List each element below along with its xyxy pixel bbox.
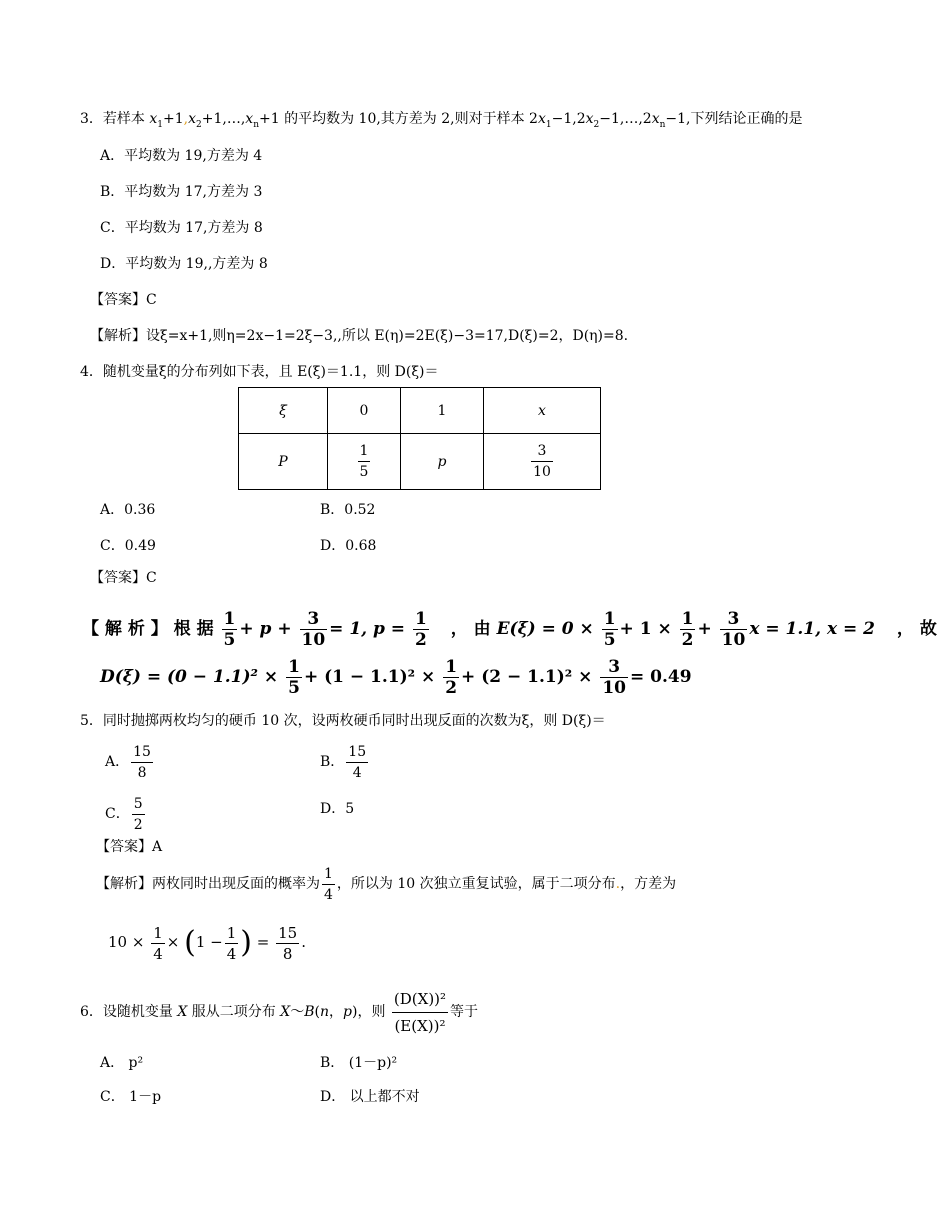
q4-answer: 【答案】C [90, 570, 157, 586]
q6-stem: 6．设随机变量 X 服从二项分布 X～B(n，p)，则 $\frac{\text{(D(X))²}}{\text{(E(X))²}}$ 等于 [80, 982, 478, 1042]
q6-option-b: B． (1－p)² [320, 1055, 398, 1071]
q4-option-c: C．0.49 [100, 538, 156, 554]
table-header-x: x [484, 388, 601, 434]
table-header-1: 1 [401, 388, 484, 434]
table-cell-p: p [401, 434, 484, 490]
table-label-p: P [239, 434, 328, 490]
q5-option-c: C． $\frac{5}{2}$ [105, 795, 143, 833]
q5-option-a: A． $\frac{15}{8}$ [105, 743, 151, 781]
q4-option-d: D．0.68 [320, 538, 377, 554]
q5-option-b: B． $\frac{15}{4}$ [320, 743, 367, 781]
q3-option-a: A．平均数为 19,方差为 4 [100, 148, 263, 164]
q5-analysis: 【解析】两枚同时出现反面的概率为 $\frac{1}{4}$ ，所以为 10 次独立重复试验，属于二项分布.，方差为 [96, 865, 677, 903]
q4-stem: 4．随机变量ξ的分布列如下表，且 E(ξ)＝1.1，则 D(ξ)＝ [80, 364, 439, 380]
q4-analysis-line2: D(ξ) = (0 − 1.1)² × $\frac{1}{5}$ + (1 − 1.1)² × $\frac{1}{2}$ + (2 − 1.1)² × $\frac{3}{10}$ = 0.49 [100, 657, 692, 698]
q3-analysis: 【解析】设ξ=x+1,则η=2x−1=2ξ−3,,所以 E(η)=2E(ξ)−3=17,D(ξ)=2，D(η)=8. [90, 328, 629, 344]
q3-option-b: B．平均数为 17,方差为 3 [100, 184, 263, 200]
distribution-table [238, 387, 601, 490]
q4-option-b: B．0.52 [320, 502, 376, 518]
q3-option-c: C．平均数为 17,方差为 8 [100, 220, 263, 236]
q5-option-d: D．5 [320, 801, 355, 817]
q4-analysis-line1: 【 解 析 】 根 据 $\frac{1}{5}$ + p + $\frac{3}{10}$ = 1, p = $\frac{1}{2}$ ， 由 E(ξ) = 0 × $\frac{1}{5}$ + 1 × $\frac{1}{2}$ + $\frac{3}{10}$ x = 1.1, x = 2 ， 故 [82, 609, 937, 650]
q3-option-d: D．平均数为 19,,方差为 8 [100, 256, 268, 272]
table-cell-frac-3-10: $\frac{3}{10}$ [484, 434, 601, 490]
q3-stem: 3．若样本 $x_1+1,x_2+1,\dots,x_n+1$ 的平均数为 10,其方差为 2,则对于样本 $2x_1-1,2x_2-1,\dots,2x_n-1$,下列结论正确的是 [80, 111, 803, 130]
q4-option-a: A．0.36 [100, 502, 156, 518]
q6-option-c: C． 1－p [100, 1089, 162, 1105]
table-header-0: 0 [328, 388, 401, 434]
q3-answer: 【答案】C [90, 292, 157, 308]
q5-stem: 5．同时抛掷两枚均匀的硬币 10 次，设两枚硬币同时出现反面的次数为ξ，则 D(ξ)＝ [80, 713, 606, 729]
q6-option-a: A． p² [100, 1055, 144, 1071]
q5-calculation: 10 × $\frac{1}{4}$ × (1 − $\frac{1}{4}$ ) = $\frac{15}{8}$ . [108, 923, 307, 963]
table-header-xi: ξ [239, 388, 328, 434]
q5-answer: 【答案】A [96, 839, 163, 855]
table-cell-frac-1-5: $\frac{1}{5}$ [328, 434, 401, 490]
q6-option-d: D． 以上都不对 [320, 1089, 420, 1105]
